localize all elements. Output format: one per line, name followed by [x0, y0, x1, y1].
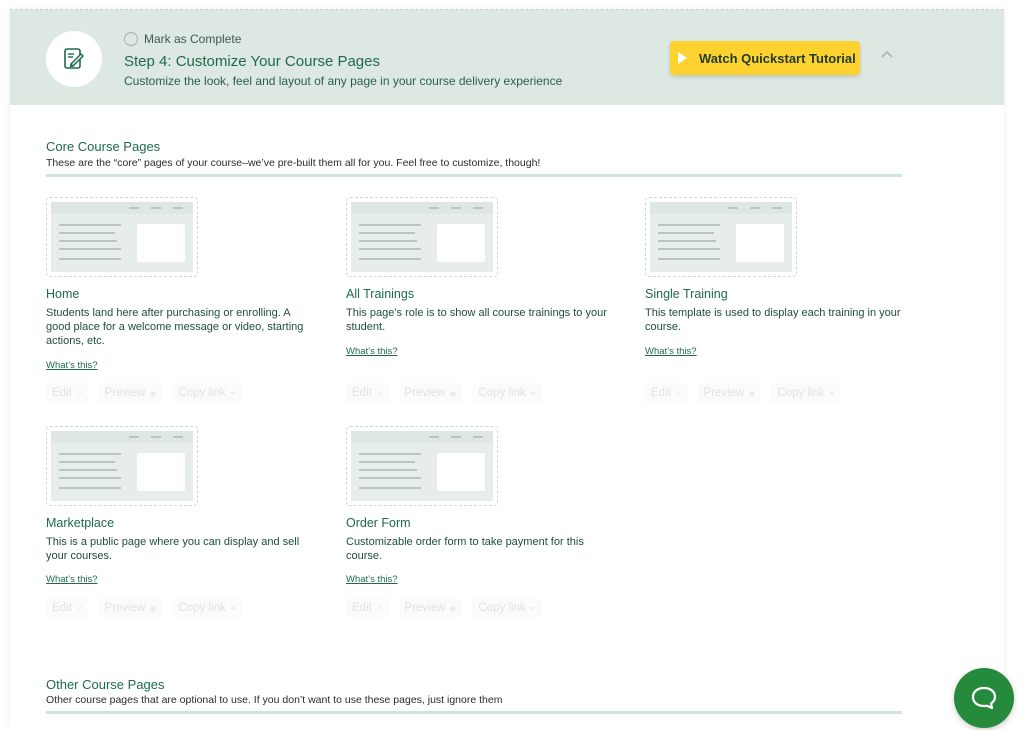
- link-icon: ⚭: [529, 388, 537, 398]
- preview-button[interactable]: [698, 383, 762, 403]
- copy-link-label: Copy link: [478, 602, 526, 614]
- eye-icon: ◉: [449, 603, 457, 613]
- core-pages-divider: [46, 174, 902, 177]
- page-card-actions: [346, 383, 542, 403]
- page-card-title: Order Form: [346, 516, 411, 530]
- whats-this-link[interactable]: What’s this?: [346, 574, 398, 585]
- external-link-icon: ↗: [375, 388, 383, 398]
- page-thumbnail[interactable]: [346, 426, 498, 506]
- page-card-title: Marketplace: [46, 516, 115, 530]
- step-header: [10, 10, 1004, 105]
- watch-quickstart-button[interactable]: [670, 41, 860, 75]
- page-thumbnail[interactable]: [46, 197, 198, 277]
- play-icon: [678, 52, 687, 64]
- step-subtitle: Customize the look, feel and layout of any page in your course delivery experience: [124, 74, 563, 88]
- page-thumbnail[interactable]: [346, 197, 498, 277]
- page-card-actions: [46, 383, 242, 403]
- preview-button[interactable]: [399, 598, 463, 618]
- page-card-actions: [645, 383, 841, 403]
- copy-link-button[interactable]: [172, 598, 242, 618]
- page-card-actions: [346, 598, 542, 618]
- link-icon: ⚭: [229, 603, 237, 613]
- edit-document-icon: [46, 31, 102, 87]
- copy-link-button[interactable]: [172, 383, 242, 403]
- preview-label: Preview: [104, 602, 146, 614]
- chevron-up-icon[interactable]: [880, 48, 894, 62]
- edit-label: Edit: [52, 387, 72, 399]
- link-icon: ⚭: [828, 388, 836, 398]
- preview-label: Preview: [703, 387, 745, 399]
- other-pages-description: Other course pages that are optional to use. If you don’t want to use these pages, just ignore them: [46, 694, 503, 706]
- edit-label: Edit: [52, 602, 72, 614]
- step-title: Step 4: Customize Your Course Pages: [124, 53, 380, 70]
- other-pages-divider: [46, 711, 902, 714]
- whats-this-link[interactable]: What’s this?: [346, 346, 398, 357]
- preview-button[interactable]: [99, 383, 163, 403]
- copy-link-label: Copy link: [178, 387, 226, 399]
- edit-label: Edit: [651, 387, 671, 399]
- copy-link-label: Copy link: [777, 387, 825, 399]
- external-link-icon: ↗: [75, 388, 83, 398]
- edit-button[interactable]: [346, 383, 389, 403]
- mark-complete-toggle[interactable]: [124, 32, 241, 46]
- page-card-description: This page’s role is to show all course trainings to your student.: [346, 307, 607, 333]
- copy-link-button[interactable]: [771, 383, 841, 403]
- eye-icon: ◉: [149, 388, 157, 398]
- external-link-icon: ↗: [375, 603, 383, 613]
- external-link-icon: ↗: [75, 603, 83, 613]
- page-card: [645, 197, 945, 417]
- edit-label: Edit: [352, 602, 372, 614]
- page-card-title: Home: [46, 287, 80, 301]
- copy-link-button[interactable]: [472, 598, 542, 618]
- core-pages-description: These are the “core” pages of your course–we’ve pre-built them all for you. Feel free to customize, though!: [46, 157, 541, 169]
- core-pages-title: Core Course Pages: [46, 139, 161, 154]
- other-pages-title: Other Course Pages: [46, 677, 165, 692]
- link-icon: ⚭: [229, 388, 237, 398]
- page-card-title: All Trainings: [346, 287, 415, 301]
- external-link-icon: ↗: [674, 388, 682, 398]
- edit-button[interactable]: [346, 598, 389, 618]
- chat-button[interactable]: [954, 668, 1014, 728]
- page-card-description: This is a public page where you can display and sell your courses.: [46, 536, 300, 562]
- page-card: [346, 426, 646, 646]
- page-card: [46, 197, 346, 417]
- whats-this-link[interactable]: What’s this?: [46, 360, 98, 371]
- page-card: [46, 426, 346, 646]
- preview-button[interactable]: [99, 598, 163, 618]
- chat-bubble-icon: [970, 685, 998, 711]
- page-card-title: Single Training: [645, 287, 728, 301]
- copy-link-button[interactable]: [472, 383, 542, 403]
- eye-icon: ◉: [748, 388, 756, 398]
- eye-icon: ◉: [449, 388, 457, 398]
- preview-label: Preview: [404, 387, 446, 399]
- mark-complete-checkbox[interactable]: [124, 32, 138, 46]
- eye-icon: ◉: [149, 603, 157, 613]
- mark-complete-label: Mark as Complete: [144, 32, 242, 46]
- link-icon: ⚭: [529, 603, 537, 613]
- page-thumbnail[interactable]: [46, 426, 198, 506]
- page-card-description: Students land here after purchasing or enrolling. A good place for a welcome message or video, starting actions, etc.: [46, 307, 304, 347]
- preview-button[interactable]: [399, 383, 463, 403]
- edit-button[interactable]: [46, 598, 89, 618]
- page-card-actions: [46, 598, 242, 618]
- page-card: [346, 197, 646, 417]
- page-thumbnail[interactable]: [645, 197, 797, 277]
- copy-link-label: Copy link: [478, 387, 526, 399]
- preview-label: Preview: [404, 602, 446, 614]
- page-card-description: This template is used to display each training in your course.: [645, 307, 901, 333]
- watch-quickstart-label: Watch Quickstart Tutorial: [699, 50, 856, 66]
- edit-button[interactable]: [46, 383, 89, 403]
- whats-this-link[interactable]: What’s this?: [46, 574, 98, 585]
- edit-button[interactable]: [645, 383, 688, 403]
- page-card-description: Customizable order form to take payment for this course.: [346, 536, 584, 562]
- preview-label: Preview: [104, 387, 146, 399]
- whats-this-link[interactable]: What’s this?: [645, 346, 697, 357]
- edit-label: Edit: [352, 387, 372, 399]
- copy-link-label: Copy link: [178, 602, 226, 614]
